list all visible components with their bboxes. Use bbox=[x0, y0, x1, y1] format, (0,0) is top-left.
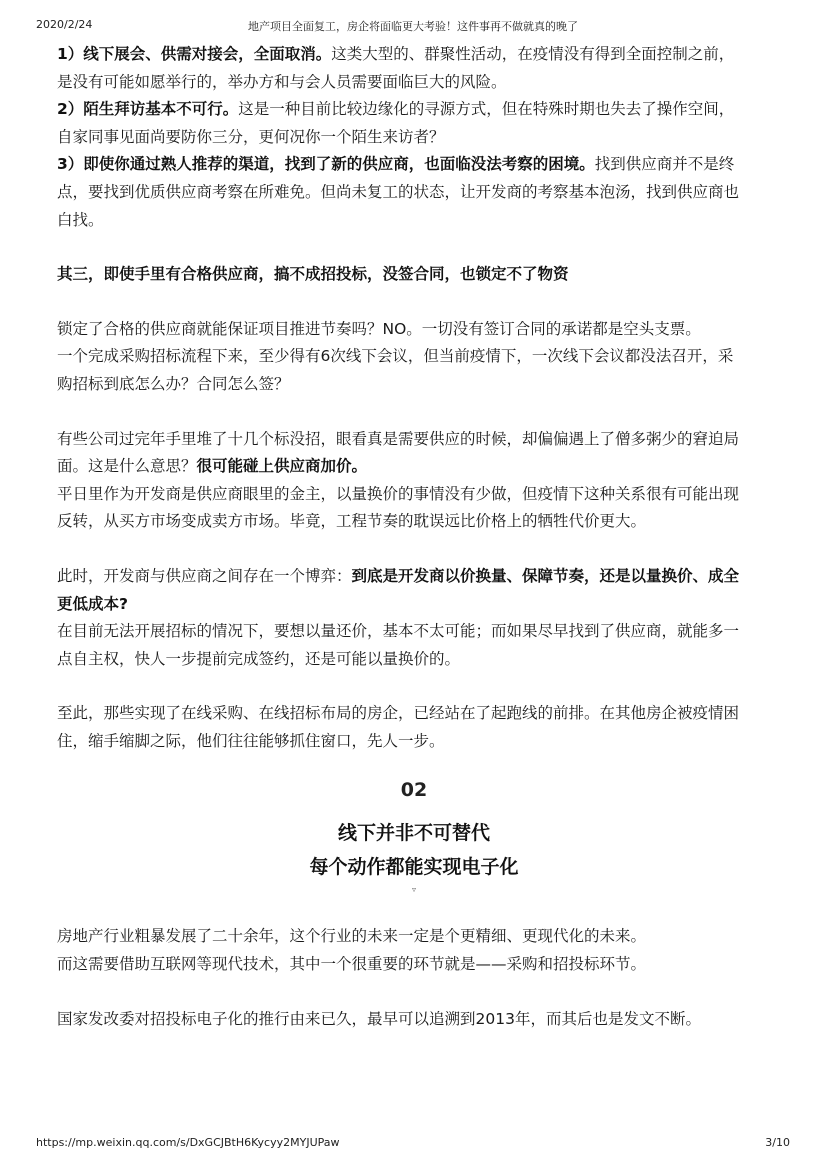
paragraph-line: 白找。 bbox=[57, 210, 104, 229]
bold-text: 其三，即使手里有合格供应商，搞不成招投标，没签合同，也锁定不了物资 bbox=[57, 265, 569, 284]
paragraph-line: 房地产行业粗暴发展了二十余年，这个行业的未来一定是个更精细、更现代化的未来。 bbox=[57, 927, 647, 946]
paragraph-line bbox=[57, 453, 771, 481]
paragraph-line: 至此，那些实现了在线采购、在线招标布局的房企，已经站在了起跑线的前排。在其他房企被疫情困 bbox=[57, 704, 740, 723]
paragraph-line: 在目前无法开展招标的情况下，要想以量还价，基本不太可能；而如果尽早找到了供应商，就能多一 bbox=[57, 622, 740, 641]
paragraph-line bbox=[57, 41, 771, 69]
text: 找到供应商并不是终 bbox=[594, 155, 735, 174]
text: 这类大型的、群聚性活动，在疫情没有得到全面控制之前， bbox=[331, 45, 735, 63]
paragraph-line: 点，要找到优质供应商考察在所难免。但尚未复工的状态，让开发商的考察基本泡汤，找到供应商也 bbox=[57, 182, 740, 201]
print-date: 2020/2/24 bbox=[36, 18, 93, 31]
paragraph-line: 锁定了合格的供应商就能保证项目推进节奏吗？NO。一切没有签订合同的承诺都是空头支票。 bbox=[57, 319, 701, 338]
section-number: 02 bbox=[400, 779, 428, 802]
paragraph-line bbox=[57, 151, 771, 179]
bold-text: 1）线下展会、供需对接会，全面取消。 bbox=[57, 45, 332, 63]
bold-text: 更低成本? bbox=[57, 594, 128, 613]
paragraph-line: 点自主权，快人一步提前完成签约，还是可能以量换价的。 bbox=[57, 649, 461, 668]
paragraph-line: 而这需要借助互联网等现代技术，其中一个很重要的环节就是——采购和招投标环节。 bbox=[57, 955, 647, 974]
decorative-triangle-icon: ▿ bbox=[411, 885, 416, 895]
paragraph-line bbox=[57, 563, 771, 591]
bold-text: 2）陌生拜访基本不可行。 bbox=[57, 100, 239, 119]
bold-text: 很可能碰上供应商加价。 bbox=[196, 457, 368, 476]
article-body bbox=[57, 41, 771, 1033]
paragraph-line: 是没有可能如愿举行的，举办方和与会人员需要面临巨大的风险。 bbox=[57, 72, 507, 91]
paragraph-line: 住，缩手缩脚之际，他们往往能够抓住窗口，先人一步。 bbox=[57, 731, 445, 750]
print-url: https://mp.weixin.qq.com/s/DxGCJBtH6Kycyy2MYJUPaw bbox=[36, 1136, 340, 1149]
paragraph-line: 国家发改委对招投标电子化的推行由来已久，最早可以追溯到2013年，而其后也是发文不断。 bbox=[57, 1009, 701, 1028]
text: 这是一种目前比较边缘化的寻源方式，但在特殊时期也失去了操作空间， bbox=[238, 100, 735, 119]
paragraph-line bbox=[57, 96, 771, 124]
bold-text: 到底是开发商以价换量、保障节奏，还是以量换价、成全 bbox=[351, 566, 740, 585]
print-page-title: 地产项目全面复工，房企将面临更大考验！这件事再不做就真的晚了 bbox=[248, 20, 578, 33]
paragraph-line: 平日里作为开发商是供应商眼里的金主，以量换价的事情没有少做，但疫情下这种关系很有可能出现 bbox=[57, 484, 740, 503]
text: 此时，开发商与供应商之间存在一个博弈： bbox=[57, 566, 352, 585]
text: 面。这是什么意思？ bbox=[57, 457, 197, 476]
paragraph-line bbox=[57, 591, 771, 619]
paragraph-line: 反转，从买方市场变成卖方市场。毕竟，工程节奏的耽误远比价格上的牺牲代价更大。 bbox=[57, 512, 647, 531]
subheading-3 bbox=[57, 261, 771, 289]
section-title-line-2: 每个动作都能实现电子化 bbox=[309, 856, 519, 879]
print-page-number: 3/10 bbox=[765, 1136, 790, 1149]
bold-text: 3）即使你通过熟人推荐的渠道，找到了新的供应商，也面临没法考察的困境。 bbox=[57, 155, 595, 174]
paragraph-line: 有些公司过完年手里堆了十几个标没招，眼看真是需要供应的时候，却偏偏遇上了僧多粥少的窘迫局 bbox=[57, 429, 740, 448]
paragraph-line: 购招标到底怎么办？合同怎么签？ bbox=[57, 374, 290, 393]
paragraph-line: 一个完成采购招标流程下来，至少得有6次线下会议，但当前疫情下，一次线下会议都没法召开，采 bbox=[57, 347, 734, 366]
paragraph-line: 自家同事见面尚要防你三分，更何况你一个陌生来访者？ bbox=[57, 127, 445, 146]
section-title-line-1: 线下并非不可替代 bbox=[337, 822, 490, 845]
